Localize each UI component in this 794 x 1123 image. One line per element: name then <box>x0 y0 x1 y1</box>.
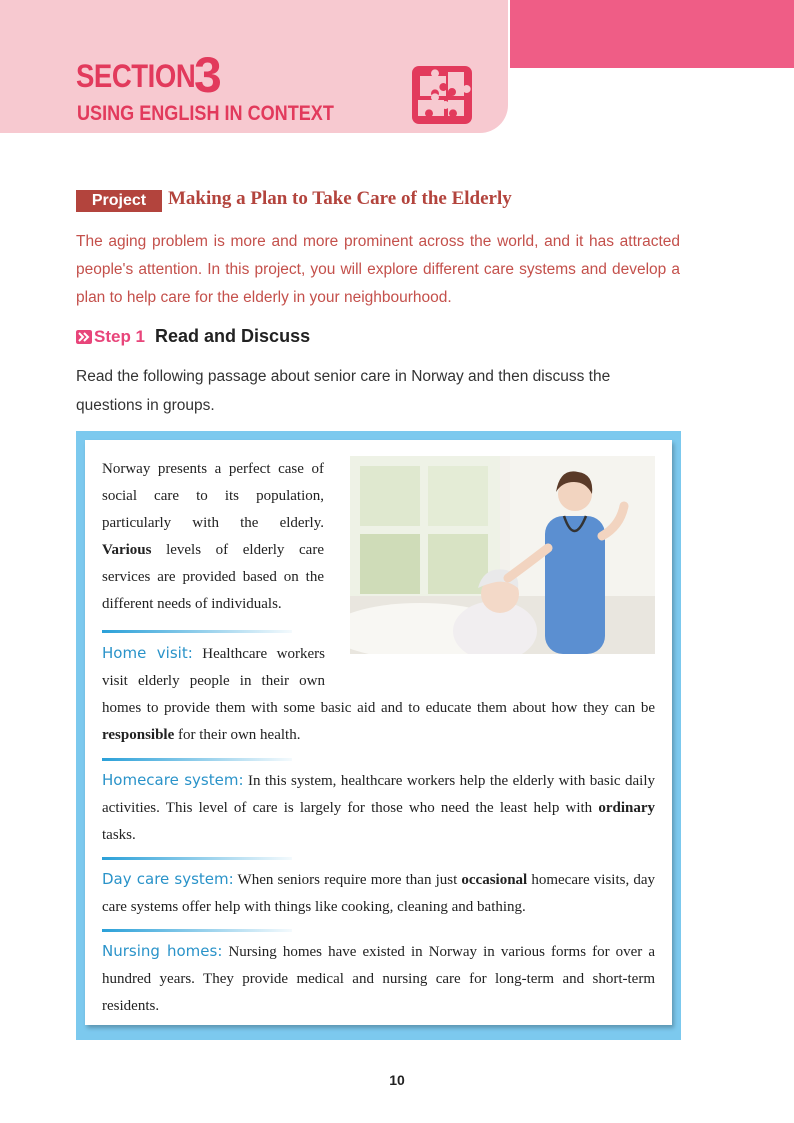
project-badge: Project <box>76 190 162 212</box>
section-number: 3 <box>194 47 222 103</box>
double-chevron-icon <box>76 330 92 344</box>
section-subtitle: USING ENGLISH IN CONTEXT <box>77 102 334 125</box>
home-visit-lead <box>102 646 202 662</box>
project-intro: The aging problem is more and more prominent across the world, and it has attracted people's attention. In this project, you will explore different care systems and develop a plan to help care for the elderly in your neighbourhood. <box>76 233 680 306</box>
puzzle-icon <box>410 64 474 126</box>
keyword-various: Various <box>102 542 152 558</box>
step-instruction: Read the following passage about senior care in Norway and then discuss the questions in groups. <box>76 368 611 414</box>
keyword-responsible: responsible <box>102 727 175 743</box>
item-home-visit <box>102 640 655 749</box>
keyword-ordinary: ordinary <box>598 800 655 816</box>
passage-intro <box>102 456 324 618</box>
nursing-heading: Nursing homes: <box>102 942 223 960</box>
nurse-elderly-photo <box>350 456 655 654</box>
keyword-occasional: occasional <box>461 872 528 888</box>
step-label: Step 1 <box>94 326 146 346</box>
item-homecare-system <box>102 767 655 849</box>
step-title: Read and Discuss <box>155 326 311 346</box>
item-nursing-homes <box>102 938 655 1020</box>
home-visit-heading: Home visit: <box>102 644 193 662</box>
intro-text-continued: levels of elderly care services are provided based on the different needs of individuals. <box>102 542 324 612</box>
header-tab <box>510 0 794 68</box>
divider-homecare <box>102 758 292 761</box>
section-word: SECTION <box>76 58 196 94</box>
divider-home-visit <box>102 630 292 633</box>
daycare-text: When seniors require more than just <box>237 872 458 888</box>
home-visit-text-end: for their own health. <box>178 727 301 743</box>
homecare-heading: Homecare system: <box>102 771 244 789</box>
home-visit-text: Healthcare workers visit elderly people in their own homes to provide them with some basic aid and to educate them about how they can be <box>102 646 655 716</box>
divider-nursing <box>102 929 292 932</box>
daycare-heading: Day care system: <box>102 870 234 888</box>
homecare-text: In this system, healthcare workers help the elderly with basic daily activities. This level of care is largely for those who need the least help with <box>102 773 655 816</box>
homecare-text-end: tasks. <box>102 827 136 843</box>
step-heading <box>76 326 310 347</box>
nursing-text: Nursing homes have existed in Norway in various forms for over a hundred years. They provide medical and nursing care for long-term and short-term residents. <box>102 944 656 1014</box>
page-number: 10 <box>389 1072 405 1088</box>
intro-text: Norway presents a perfect case of social care to its population, particularly with the elderly. <box>102 461 324 531</box>
divider-daycare <box>102 857 292 860</box>
daycare-text-end: homecare visits, day care systems offer help with things like cooking, cleaning and bathing. <box>102 872 655 915</box>
project-title: Making a Plan to Take Care of the Elderly <box>168 188 512 209</box>
item-day-care-system <box>102 866 655 921</box>
